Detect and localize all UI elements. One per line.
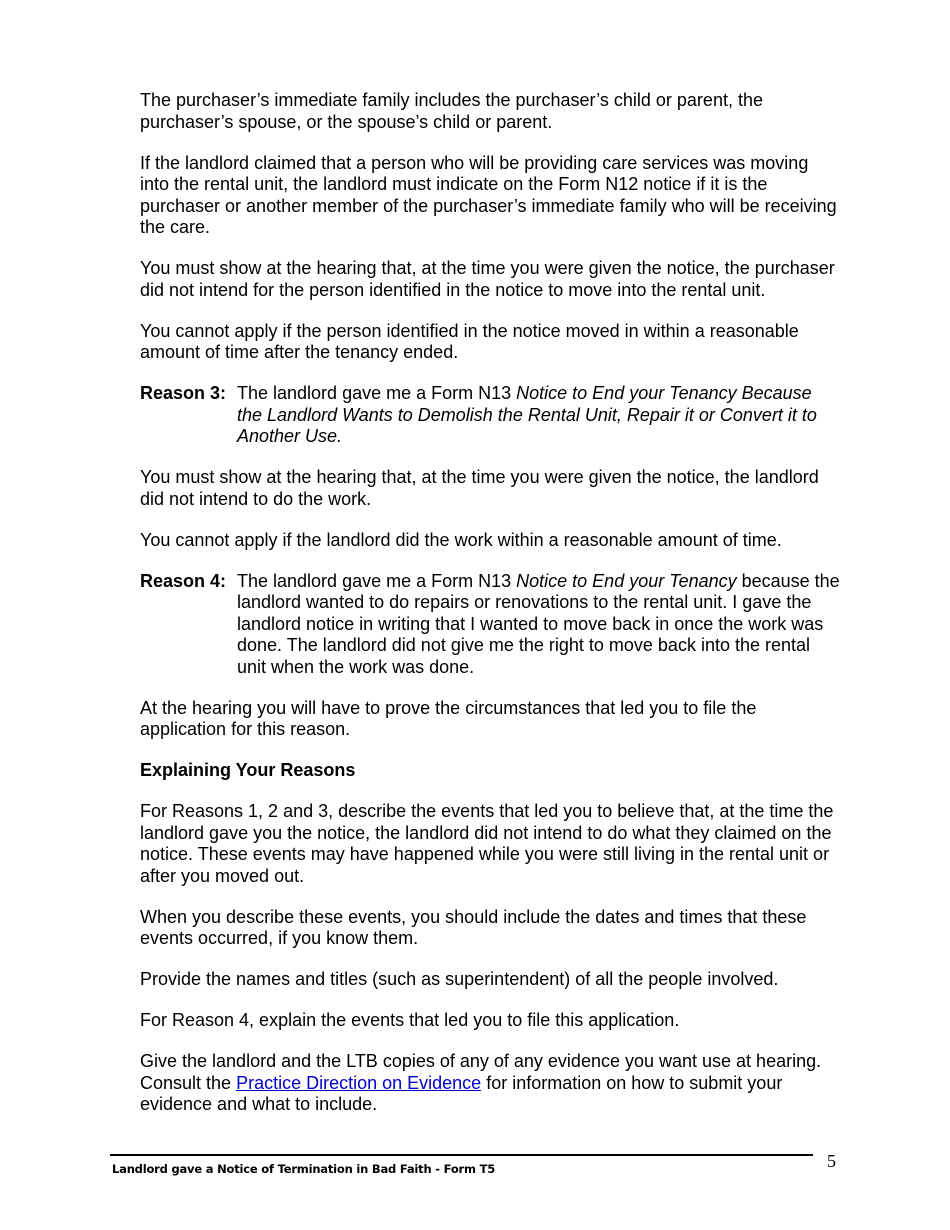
- reason-4-text-before: The landlord gave me a Form N13: [237, 570, 517, 591]
- practice-direction-link[interactable]: Practice Direction on Evidence: [236, 1072, 482, 1093]
- document-body: [140, 90, 840, 1135]
- reason-4-text: [237, 571, 840, 679]
- paragraph-care-services: If the landlord claimed that a person who will be providing care services was moving into the rental unit, the landlord must indicate on the Form N12 notice if it is the purchaser or another member of the purchaser’s immediate family who will be receiving the care.: [140, 152, 837, 237]
- paragraph-reasons-1-2-3: For Reasons 1, 2 and 3, describe the events that led you to believe that, at the time the landlord gave you the notice, the landlord did not intend to do what they claimed on the notice. These events may have happened while you were still living in the rental unit or after you moved out.: [140, 801, 834, 886]
- paragraph-reason-4: For Reason 4, explain the events that led you to file this application.: [140, 1010, 680, 1030]
- reason-4-label: Reason 4:: [140, 570, 227, 591]
- reason-3-label: Reason 3:: [140, 383, 227, 403]
- page-number: 5: [827, 1151, 836, 1171]
- paragraph-immediate-family: The purchaser’s immediate family includes the purchaser’s child or parent, the purchaser’s spouse, or the spouse’s child or parent.: [140, 90, 763, 132]
- reason-3-text-before: The landlord gave me a Form N13: [237, 383, 517, 403]
- paragraph-landlord-intent: You must show at the hearing that, at the time you were given the notice, the landlord did not intend to do the work.: [140, 467, 819, 509]
- evidence-text-before: Give the landlord and the LTB copies of any of any evidence you want use at hearing. Consult the: [140, 1051, 822, 1093]
- reason-4-notice-title: Notice to End your Tenancy: [516, 570, 737, 591]
- paragraph-prove-circumstances: At the hearing you will have to prove the circumstances that led you to file the application for this reason.: [140, 697, 757, 739]
- reason-3: [140, 383, 840, 448]
- reason-3-notice-title: Notice to End your Tenancy Because the Landlord Wants to Demolish the Rental Unit, Repair it or Convert it to Another Use.: [237, 383, 817, 446]
- paragraph-cannot-apply-work: You cannot apply if the landlord did the work within a reasonable amount of time.: [140, 529, 782, 550]
- paragraph-dates-times: When you describe these events, you should include the dates and times that these events occurred, if you know them.: [140, 906, 807, 948]
- evidence-text-after: for information on how to submit your evidence and what to include.: [140, 1072, 783, 1114]
- paragraph-cannot-apply-moved-in: You cannot apply if the person identified in the notice moved in within a reasonable amount of time after the tenancy ended.: [140, 320, 799, 362]
- paragraph-names-titles: Provide the names and titles (such as superintendent) of all the people involved.: [140, 969, 779, 989]
- reason-3-text: [237, 383, 840, 448]
- paragraph-evidence: [140, 1051, 840, 1116]
- reason-4-text-after: because the landlord wanted to do repairs or renovations to the rental unit. I gave the landlord notice in writing that I wanted to move back in once the work was done. The landlord did not give me the right to move back into the rental unit when the work was done.: [237, 570, 840, 677]
- paragraph-purchaser-intent: You must show at the hearing that, at the time you were given the notice, the purchaser did not intend for the person identified in the notice to move into the rental unit.: [140, 258, 835, 300]
- section-heading: Explaining Your Reasons: [140, 760, 356, 780]
- footer-divider: [110, 1154, 813, 1156]
- reason-4: [140, 571, 840, 679]
- footer-title: Landlord gave a Notice of Termination in Bad Faith - Form T5: [112, 1162, 496, 1176]
